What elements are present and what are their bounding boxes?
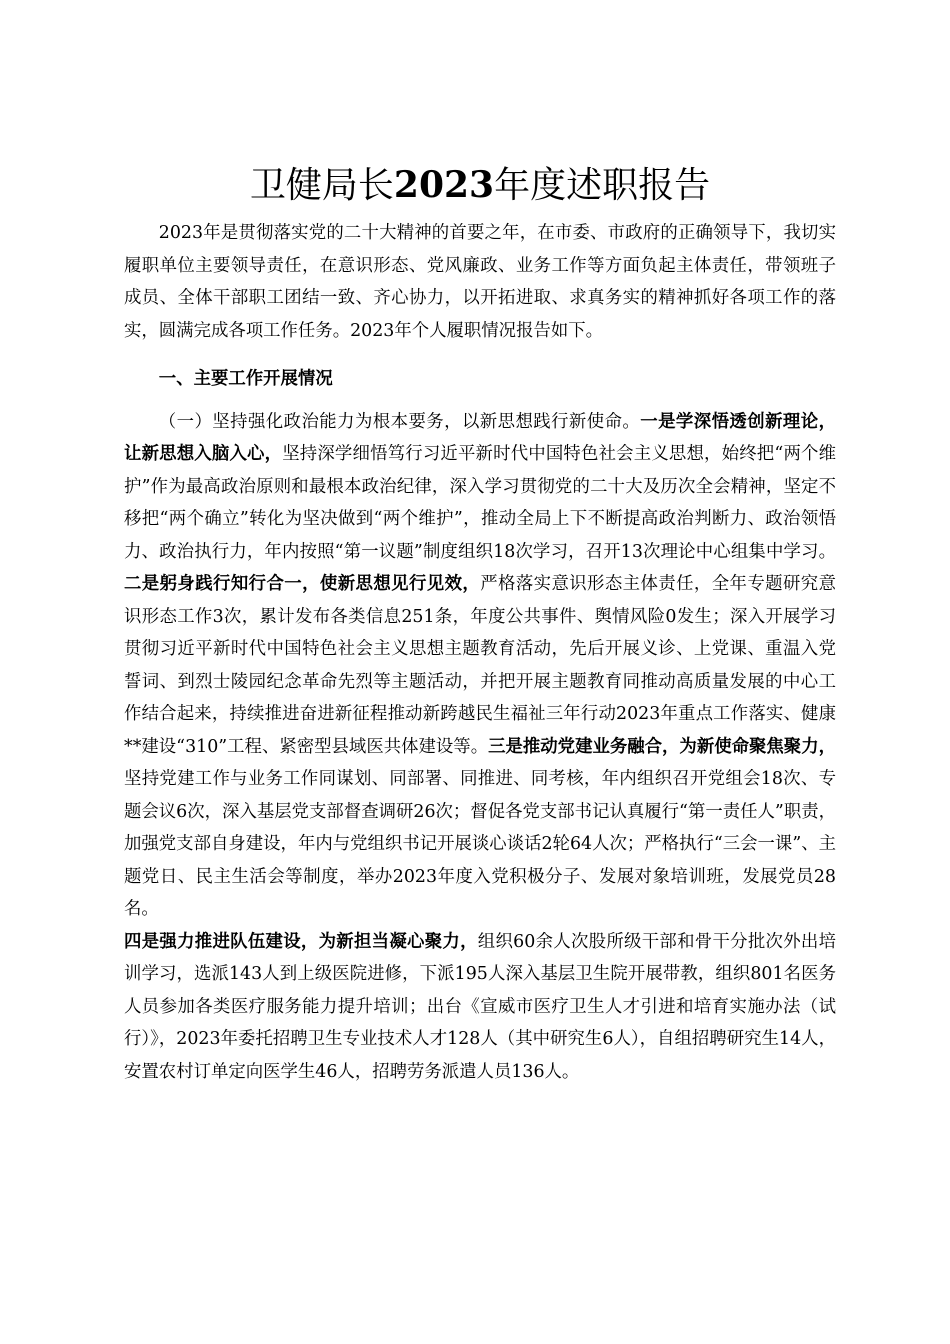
point-1-heading: 一是学深悟透创新理论，让新思想入脑入心，: [124, 411, 836, 464]
document-title: [124, 160, 836, 211]
intro-paragraph: 2023年是贯彻落实党的二十大精神的首要之年，在市委、市政府的正确领导下，我切实履职单位主要领导责任，在意识形态、党风廉政、业务工作等方面负起主体责任，带领班子成员、全体干部职工团结一致、齐心协力，以开拓进取、求真务实的精神抓好各项工作的落实，圆满完成各项工作任务。2023年个人履职情况报告如下。: [124, 223, 836, 341]
point-4-heading: 四是强力推进队伍建设，为新担当凝心聚力，: [124, 931, 478, 952]
section-heading-main-work: 一、主要工作开展情况: [158, 369, 333, 389]
body-paragraph-team-building: [124, 926, 836, 1089]
title-prefix: 卫健局长: [249, 165, 394, 206]
point-3-heading: 三是推动党建业务融合，为新使命聚焦聚力，: [488, 736, 836, 757]
document-page: [124, 160, 836, 1088]
point-2-text: 严格落实意识形态主体责任，全年专题研究意识形态工作3次，累计发布各类信息251条，年度公共事件、舆情风险0发生；深入开展学习贯彻习近平新时代中国特色社会主义思想主题教育活动，先后开展义诊、上党课、重温入党誓词、到烈士陵园纪念革命先烈等主题活动，并把开展主题教育同推动高质量发展的中心工作结合起来，持续推进奋进新征程推动新跨越民生福祉三年行动2023年重点工作落实、健康**建设“310”工程、紧密型县域医共体建设等。: [124, 574, 836, 757]
point-3-text: 坚持党建工作与业务工作同谋划、同部署、同推进、同考核，年内组织召开党组会18次、专题会议6次，深入基层党支部督查调研26次；督促各党支部书记认真履行“第一责任人”职责，加强党支部自身建设，年内与党组织书记开展谈心谈话2轮64人次；严格执行“三会一课”、主题党日、民主生活会等制度，举办2023年度入党积极分子、发展对象培训班，发展党员28名。: [124, 769, 836, 919]
point-4-text: 组织60余人次股所级干部和骨干分批次外出培训学习，选派143人到上级医院进修，下派195人深入基层卫生院开展带教，组织801名医务人员参加各类医疗服务能力提升培训；出台《宣威市医疗卫生人才引进和培育实施办法（试行）》，2023年委托招聘卫生专业技术人才128人（其中研究生6人），自组招聘研究生14人，安置农村订单定向医学生46人，招聘劳务派遣人员136人。: [124, 931, 836, 1082]
title-suffix: 年度述职报告: [494, 165, 711, 206]
subsection-lead: （一）坚持强化政治能力为根本要务，以新思想践行新使命。: [158, 411, 641, 432]
point-1-text: 坚持深学细悟笃行习近平新时代中国特色社会主义思想，始终把“两个维护”作为最高政治原则和最根本政治纪律，深入学习贯彻党的二十大及历次全会精神，坚定不移把“两个确立”转化为坚决做到“两个维护”，推动全局上下不断提高政治判断力、政治领悟力、政治执行力，年内按照“第一议题”制度组织18次学习，召开13次理论中心组集中学习。: [124, 444, 836, 562]
title-year: 2023: [393, 164, 495, 206]
body-paragraph-political-ability: [124, 406, 836, 926]
point-2-heading: 二是躬身践行知行合一，使新思想见行见效，: [124, 574, 481, 594]
